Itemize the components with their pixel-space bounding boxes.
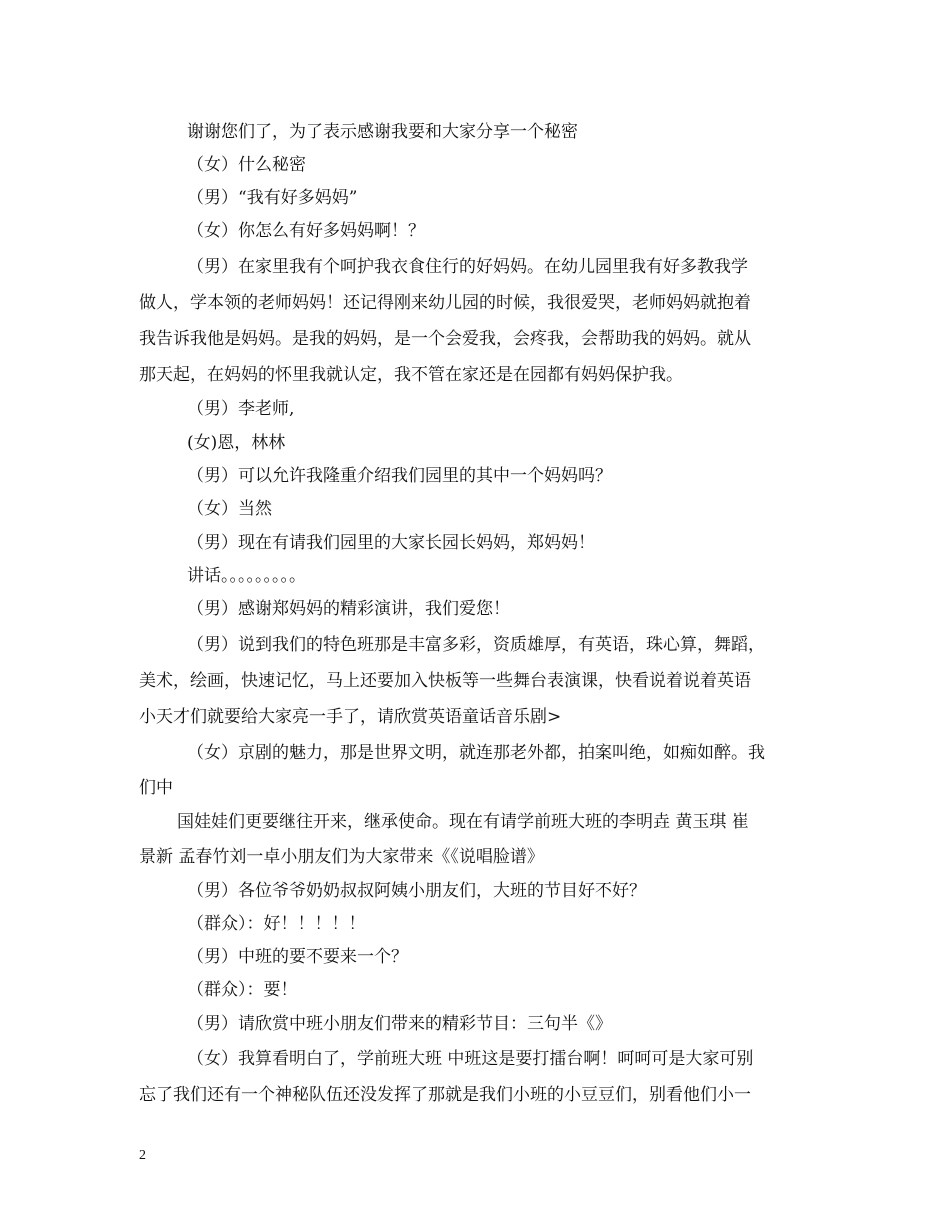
text-line: （男）在家里我有个呵护我衣食住行的好妈妈。在幼儿园里我有好多教我学 [187, 257, 748, 277]
text-line: （男）“我有好多妈妈” [187, 188, 358, 208]
text-line: 忘了我们还有一个神秘队伍还没发挥了那就是我们小班的小豆豆们，别看他们小一 [139, 1085, 751, 1105]
text-line: （男）中班的要不要来一个？ [187, 947, 408, 967]
page-number: 2 [139, 1148, 146, 1163]
text-line: （女）我算看明白了，学前班大班 中班这是要打擂台啊！呵呵可是大家可别 [187, 1049, 754, 1069]
text-line: （男）现在有请我们园里的大家长园长妈妈，郑妈妈！ [187, 533, 595, 553]
text-line: （群众）：要！ [187, 980, 298, 1000]
text-line: （男）请欣赏中班小朋友们带来的精彩节目：三句半《》 [187, 1014, 612, 1034]
text-line: 国娃娃们更要继往开来，继承使命。现在有请学前班大班的李明垚 黄玉琪 崔 [177, 812, 749, 832]
text-line: 我告诉我他是妈妈。是我的妈妈，是一个会爱我，会疼我，会帮助我的妈妈。就从 [139, 329, 751, 349]
text-line: 们中 [139, 778, 173, 798]
text-line: （女）京剧的魅力，那是世界文明，就连那老外都，拍案叫绝，如痴如醉。我 [187, 743, 765, 763]
text-line: （女）你怎么有好多妈妈啊！？ [187, 221, 425, 241]
text-line: （男）说到我们的特色班那是丰富多彩，资质雄厚，有英语，珠心算，舞蹈， [187, 635, 765, 655]
text-line: （女）什么秘密 [187, 155, 306, 175]
text-line: （男）李老师, [187, 399, 295, 419]
text-line: （女）当然 [187, 499, 272, 519]
text-line: （男）各位爷爷奶奶叔叔阿姨小朋友们，大班的节目好不好？ [187, 881, 646, 901]
text-line: 小天才们就要给大家亮一手了，请欣赏英语童话音乐剧> [139, 707, 562, 727]
text-line: 谢谢您们了，为了表示感谢我要和大家分享一个秘密 [187, 122, 578, 142]
text-line: （群众）：好！！！！！ [187, 914, 366, 934]
text-line: （男）感谢郑妈妈的精彩演讲，我们爱您！ [187, 599, 510, 619]
text-line: 景新 孟春竹刘一卓小朋友们为大家带来《《说唱脸谱》 [139, 847, 544, 867]
text-line: 做人，学本领的老师妈妈！还记得刚来幼儿园的时候，我很爱哭，老师妈妈就抱着 [139, 293, 751, 313]
text-line: 那天起，在妈妈的怀里我就认定，我不管在家还是在园都有妈妈保护我。 [139, 365, 683, 385]
text-line: 讲话。。。。。。。。。 [187, 566, 306, 586]
text-line: （男）可以允许我隆重介绍我们园里的其中一个妈妈吗？ [187, 466, 612, 486]
text-line: (女)恩，林林 [187, 433, 286, 453]
text-line: 美术，绘画，快速记忆，马上还要加入快板等一些舞台表演课，快看说着说着英语 [139, 671, 751, 691]
